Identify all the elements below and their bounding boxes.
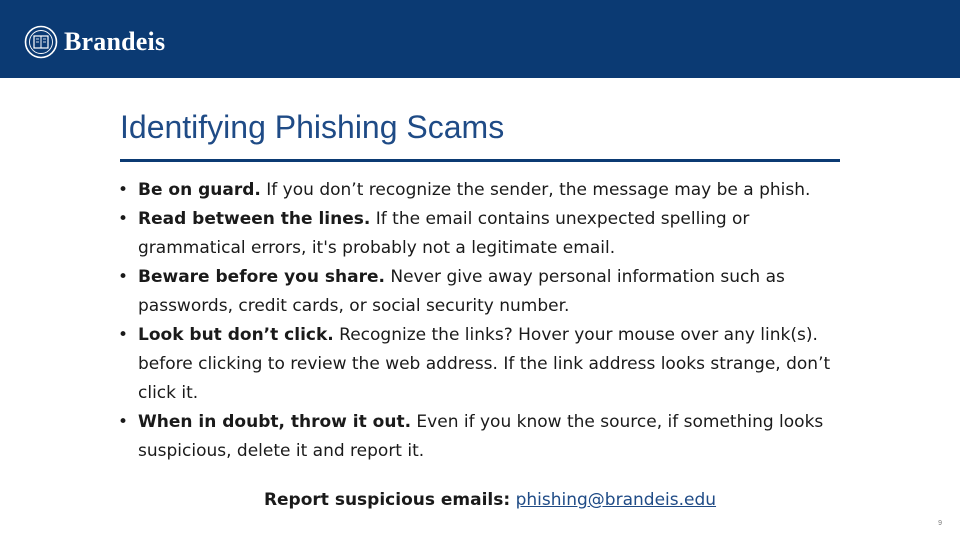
page-number: 9 [938, 520, 942, 527]
tip-text: Even if you know the source, if something looks suspicious, delete it and report it. [138, 412, 824, 461]
title-divider [120, 159, 840, 162]
tip-lead: Look but don’t click. [138, 325, 334, 345]
bullet-icon: • [118, 267, 129, 287]
report-line [0, 490, 960, 510]
tip-item [116, 263, 856, 321]
tip-text: If you don’t recognize the sender, the message may be a phish. [260, 180, 811, 200]
tip-item [116, 408, 856, 466]
header-bar [0, 0, 960, 78]
tip-text: If the email contains unexpected spelling or grammatical errors, it's probably not a legitimate email. [138, 209, 750, 258]
tip-text: Recognize the links? Hover your mouse over any link(s). before clicking to review the web address. If the link address looks strange, don’t click it. [138, 325, 831, 403]
bullet-icon: • [118, 209, 129, 229]
bullet-icon: • [118, 412, 129, 432]
brandeis-logo[interactable] [24, 22, 165, 62]
tip-text: Never give away personal information such as passwords, credit cards, or social security number. [138, 267, 785, 316]
report-label: Report suspicious emails: [263, 490, 511, 510]
brand-wordmark: Brandeis [64, 27, 166, 56]
tips-list [116, 176, 856, 466]
bullet-icon: • [118, 325, 129, 345]
tip-lead: Beware before you share. [138, 267, 385, 287]
tip-item [116, 321, 856, 408]
tip-item [116, 176, 856, 205]
report-email-link[interactable]: phishing@brandeis.edu [515, 490, 717, 510]
university-seal-icon [24, 25, 58, 59]
tip-lead: Read between the lines. [138, 209, 371, 229]
tip-item [116, 205, 856, 263]
tip-lead: When in doubt, throw it out. [138, 412, 412, 432]
tip-lead: Be on guard. [138, 180, 261, 200]
bullet-icon: • [118, 180, 129, 200]
slide-title: Identifying Phishing Scams [120, 109, 505, 145]
